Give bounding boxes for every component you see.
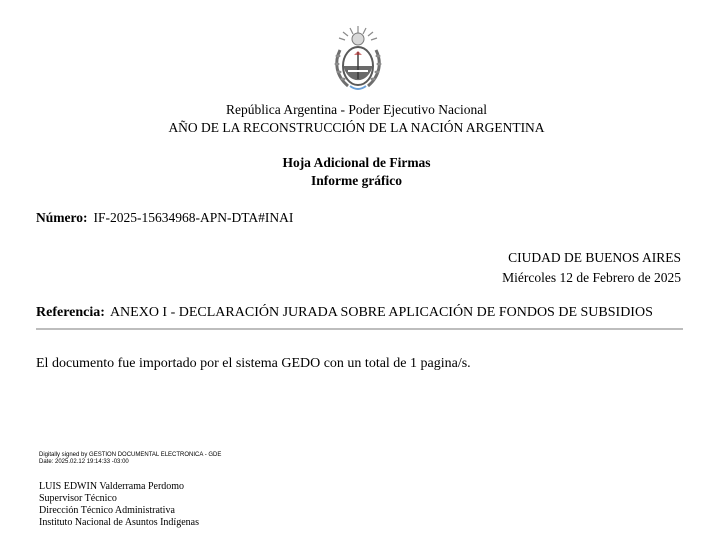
- reference-label: Referencia:: [36, 305, 105, 320]
- document-title: Hoja Adicional de Firmas: [282, 155, 431, 170]
- document-date: Miércoles 12 de Febrero de 2025: [502, 270, 681, 285]
- document-city: CIUDAD DE BUENOS AIRES: [508, 250, 681, 265]
- signer-department: Dirección Técnico Administrativa: [39, 505, 175, 516]
- reference-value: ANEXO I - DECLARACIÓN JURADA SOBRE APLICACIÓN DE FONDOS DE SUBSIDIOS: [109, 305, 653, 320]
- reference-divider: [36, 328, 683, 330]
- government-line: República Argentina - Poder Ejecutivo Nacional: [225, 102, 488, 117]
- signer-organization: Instituto Nacional de Asuntos Indígenas: [39, 517, 199, 528]
- digital-signature-date: Date: 2025.02.12 19:14:33 -03:00: [39, 459, 129, 465]
- signer-role: Supervisor Técnico: [39, 493, 117, 504]
- argentina-coat-of-arms-icon: [332, 24, 384, 94]
- document-number-row: [36, 210, 293, 226]
- digital-signature-note: Digitally signed by GESTION DOCUMENTAL ELECTRONICA - GDE: [39, 452, 222, 458]
- document-number-value: IF-2025-15634968-APN-DTA#INAI: [93, 210, 294, 225]
- year-motto: AÑO DE LA RECONSTRUCCIÓN DE LA NACIÓN ARGENTINA: [168, 120, 545, 135]
- document-body-text: El documento fue importado por el sistema GEDO con un total de 1 pagina/s.: [36, 356, 471, 371]
- document-subtitle: Informe gráfico: [310, 173, 403, 188]
- signer-name: LUIS EDWIN Valderrama Perdomo: [39, 481, 185, 492]
- document-number-label: Número:: [36, 210, 88, 225]
- reference-row: [36, 305, 653, 321]
